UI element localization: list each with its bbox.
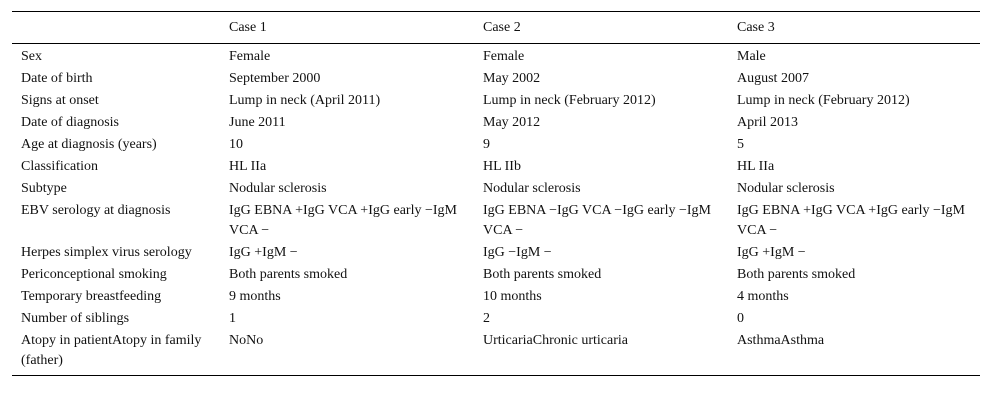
- case-3-value: Lump in neck (February 2012): [737, 93, 910, 108]
- case-1-value: Nodular sclerosis: [229, 181, 327, 196]
- row-label: Date of diagnosis: [21, 115, 119, 130]
- row-label: Classification: [21, 159, 98, 174]
- case-2-value: Both parents smoked: [483, 267, 602, 282]
- case-3-value: Both parents smoked: [737, 267, 856, 282]
- row-label: Sex: [21, 49, 42, 64]
- row-label: Signs at onset: [21, 93, 99, 108]
- case-3-value: Male: [737, 49, 766, 64]
- case-1-value: 9 months: [229, 289, 281, 304]
- case-3-value: 5: [737, 137, 744, 152]
- case-3-value: 0: [737, 311, 744, 326]
- case-1-value: NoNo: [220, 330, 474, 376]
- table-row: [12, 330, 980, 376]
- case-3-value: 4 months: [737, 289, 789, 304]
- table-row: [12, 68, 980, 90]
- case-2-value: May 2002: [483, 71, 541, 86]
- table-row: [12, 90, 980, 112]
- header-cell-case-2: Case 2: [474, 12, 728, 44]
- case-1-value: June 2011: [229, 115, 286, 130]
- case-1-value: HL IIa: [229, 159, 267, 174]
- case-comparison-table: [12, 11, 980, 376]
- row-label: Periconceptional smoking: [21, 267, 167, 282]
- row-label: Herpes simplex virus serology: [21, 245, 192, 260]
- row-label: EBV serology at diagnosis: [21, 203, 171, 218]
- case-2-value: IgG EBNA −IgG VCA −IgG early −IgM VCA −: [483, 203, 711, 238]
- case-1-value: September 2000: [229, 71, 321, 86]
- header-cell-case-3: Case 3: [728, 12, 980, 44]
- case-2-value: 9: [483, 137, 490, 152]
- table-header: [12, 12, 980, 44]
- case-3-value: IgG +IgM −: [737, 245, 806, 260]
- case-2-value: UrticariaChronic urticaria: [474, 330, 728, 376]
- row-label: Atopy in patientAtopy in family (father): [12, 330, 220, 376]
- table-row: [12, 242, 980, 264]
- row-label: Age at diagnosis (years): [21, 137, 157, 152]
- case-1-value: IgG EBNA +IgG VCA +IgG early −IgM VCA −: [229, 203, 457, 238]
- case-3-value: IgG EBNA +IgG VCA +IgG early −IgM VCA −: [737, 203, 965, 238]
- case-2-value: Lump in neck (February 2012): [483, 93, 656, 108]
- table-body: [12, 44, 980, 376]
- table-row: [12, 178, 980, 200]
- header-cell-case-1: Case 1: [220, 12, 474, 44]
- header-cell-corner: [12, 12, 220, 44]
- case-2-value: Nodular sclerosis: [483, 181, 581, 196]
- case-2-value: IgG −IgM −: [483, 245, 552, 260]
- case-1-value: 1: [229, 311, 236, 326]
- case-3-value: April 2013: [737, 115, 799, 130]
- case-2-value: HL IIb: [483, 159, 521, 174]
- table-row: [12, 200, 980, 242]
- case-2-value: 10 months: [483, 289, 542, 304]
- case-3-value: August 2007: [737, 71, 809, 86]
- case-1-value: 10: [229, 137, 243, 152]
- case-2-value: Female: [483, 49, 525, 64]
- case-1-value: Lump in neck (April 2011): [229, 93, 381, 108]
- table-row: [12, 134, 980, 156]
- table-row: [12, 286, 980, 308]
- row-label: Number of siblings: [21, 311, 130, 326]
- case-1-value: Both parents smoked: [229, 267, 348, 282]
- case-1-value: IgG +IgM −: [229, 245, 298, 260]
- case-2-value: 2: [483, 311, 490, 326]
- table-row: [12, 44, 980, 69]
- case-3-value: AsthmaAsthma: [728, 330, 980, 376]
- case-1-value: Female: [229, 49, 271, 64]
- case-3-value: Nodular sclerosis: [737, 181, 835, 196]
- case-3-value: HL IIa: [737, 159, 775, 174]
- row-label: Date of birth: [21, 71, 93, 86]
- header-row: [12, 12, 980, 44]
- case-2-value: May 2012: [483, 115, 541, 130]
- table-row: [12, 308, 980, 330]
- table-row: [12, 112, 980, 134]
- table-row: [12, 264, 980, 286]
- table-row: [12, 156, 980, 178]
- row-label: Subtype: [21, 181, 67, 196]
- row-label: Temporary breastfeeding: [21, 289, 162, 304]
